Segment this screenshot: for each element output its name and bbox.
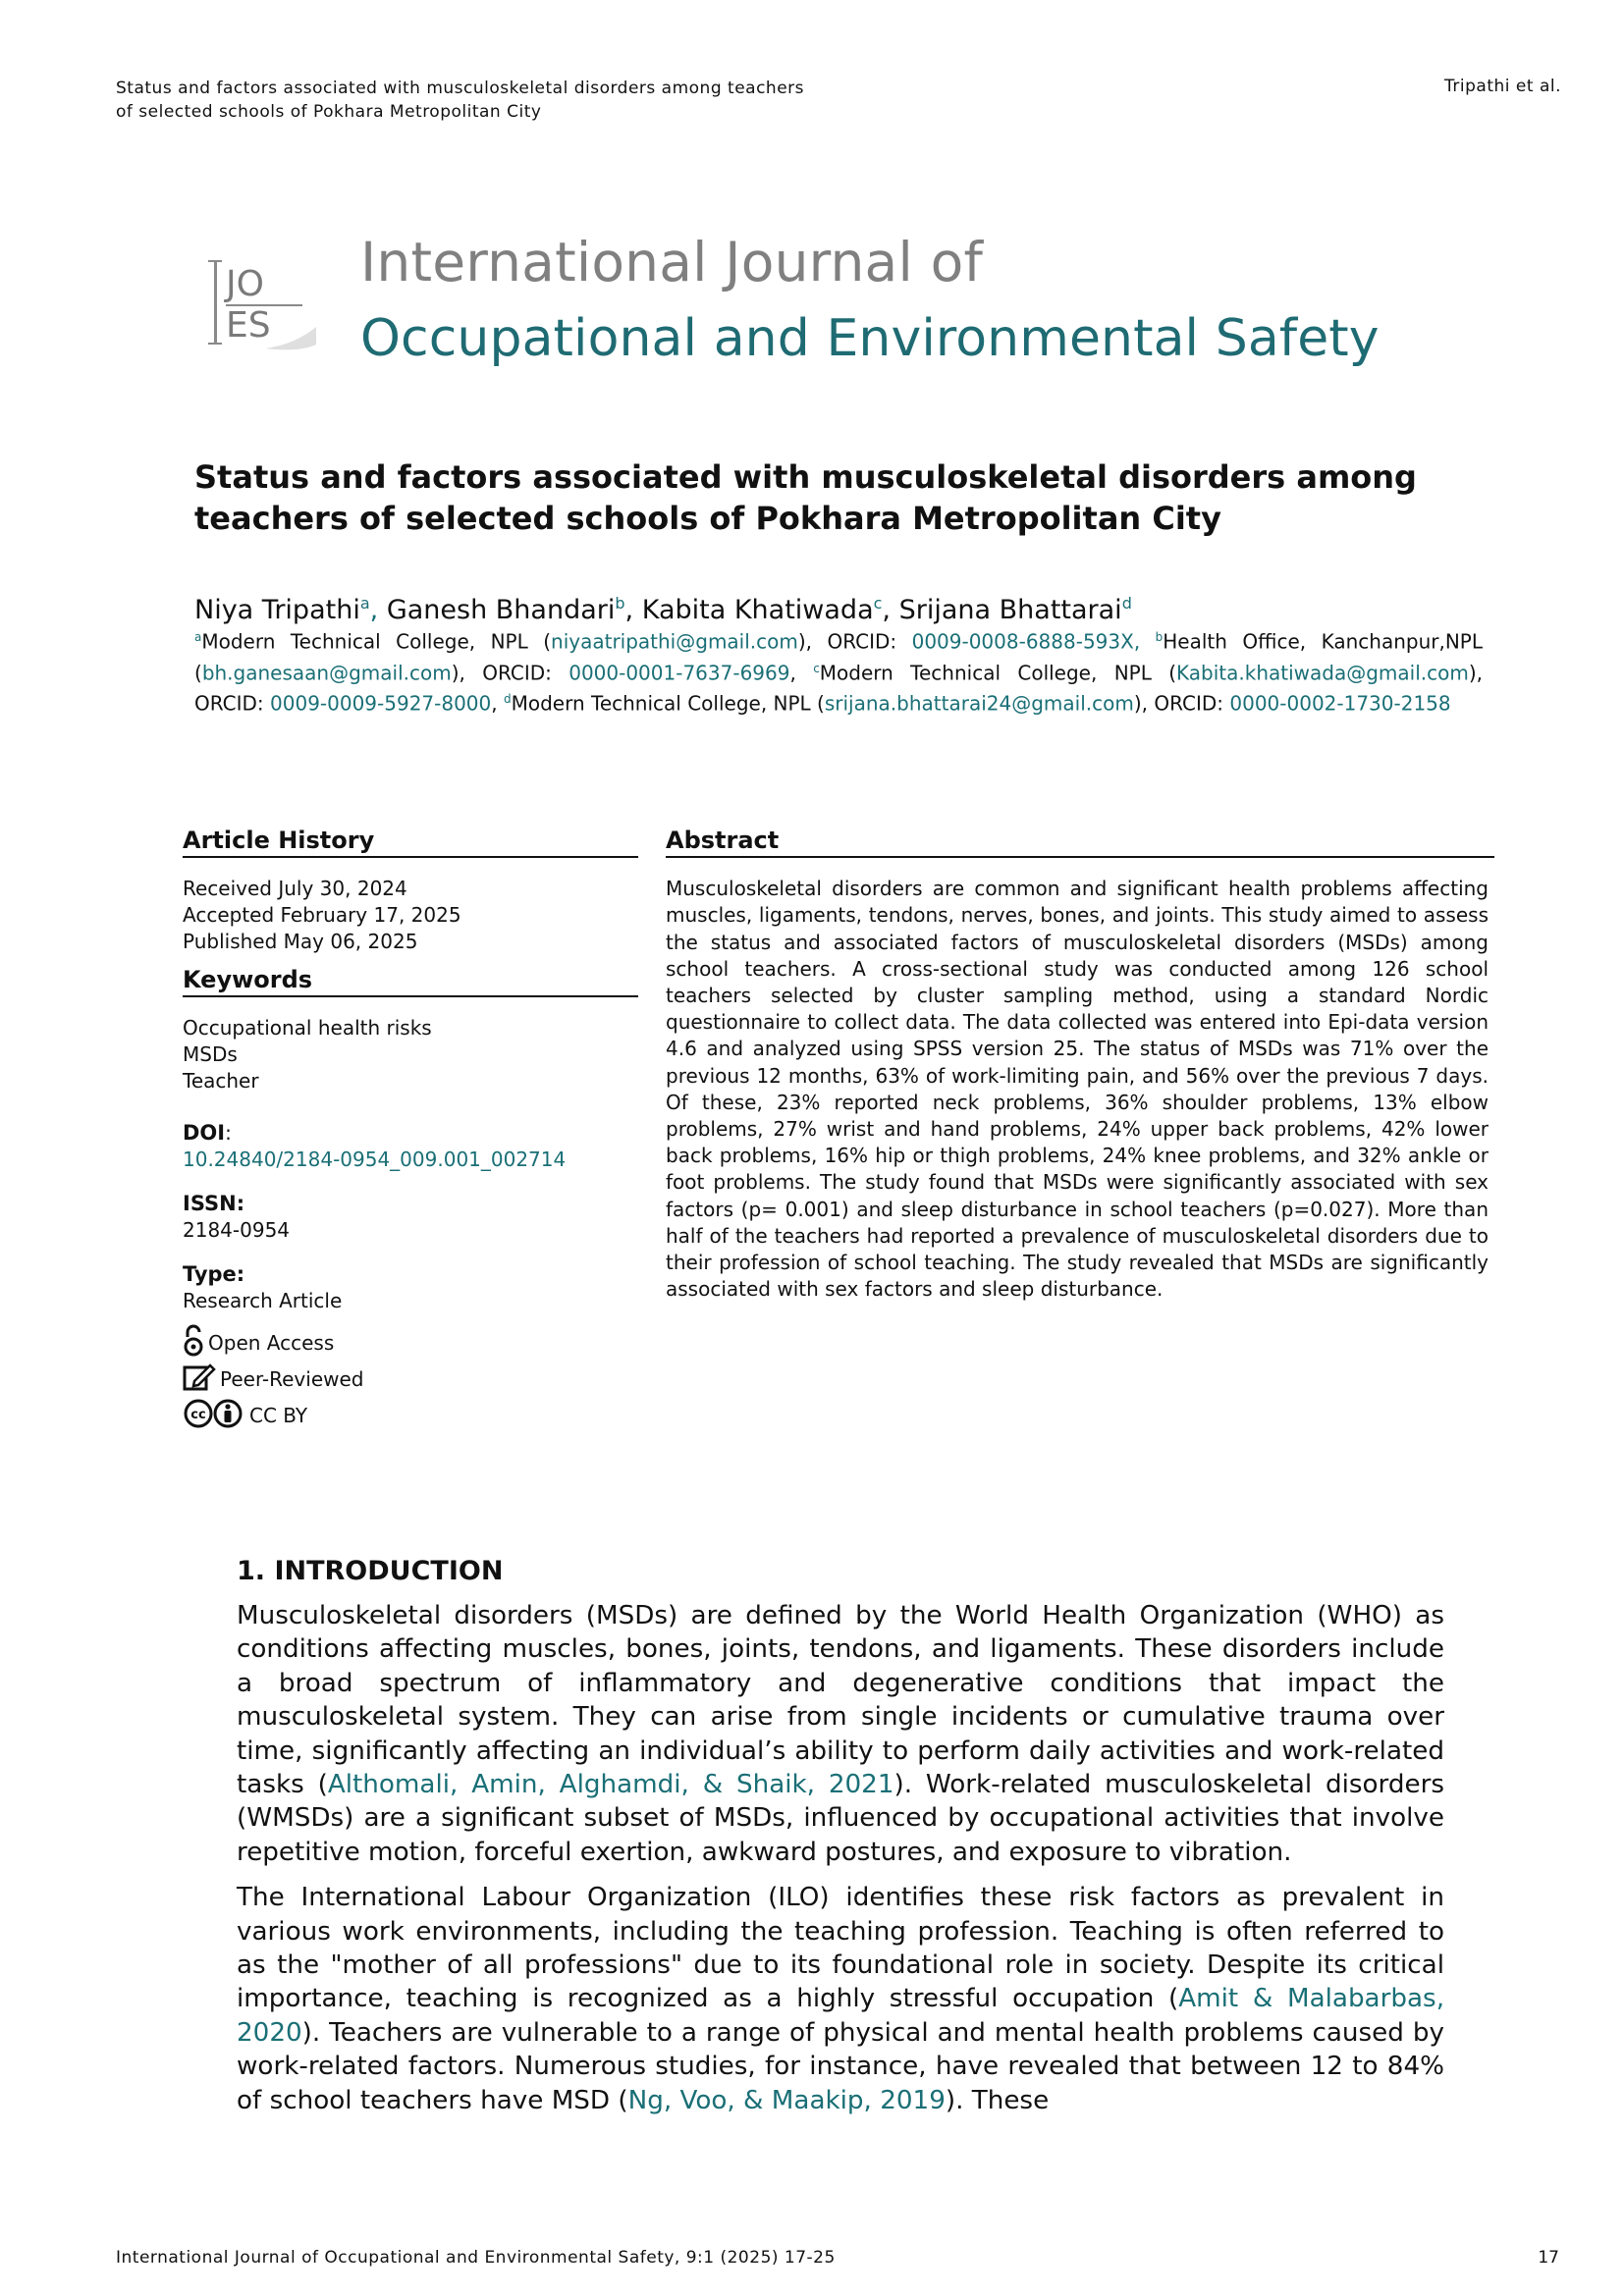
- orcid-link[interactable]: 0009-0009-5927-8000: [270, 691, 492, 716]
- orcid-label: ), ORCID:: [451, 661, 569, 685]
- author-mark: d: [1121, 594, 1132, 613]
- keyword: Occupational health risks: [183, 1016, 432, 1040]
- paragraph-text: ). These: [945, 2085, 1050, 2115]
- abstract-heading: Abstract: [666, 828, 1494, 858]
- author-separator: ,: [882, 595, 892, 625]
- logo-letters-bottom: ES: [226, 305, 271, 346]
- affil-mark: b: [1155, 630, 1164, 644]
- author-name: Kabita Khatiwada: [641, 595, 874, 625]
- paragraph-text: ). Teachers are vulnerable to a range of physical and mental health problems caused by work-related factors. Numerous studies, for instance, have revealed that between 12 to 84% of school teachers have MSD (: [237, 2017, 1444, 2115]
- running-title-line2: of selected schools of Pokhara Metropolitan City: [116, 102, 542, 122]
- page-number: 17: [1538, 2248, 1559, 2268]
- peer-reviewed-label: Peer-Reviewed: [220, 1367, 364, 1391]
- running-title-line1: Status and factors associated with musculoskeletal disorders among teachers: [116, 79, 804, 98]
- author-mark: b: [615, 594, 625, 613]
- author-name: Niya Tripathi: [194, 595, 360, 625]
- abstract-text: Musculoskeletal disorders are common and significant health problems affecting muscles, ligaments, tendons, nerves, bones, and joints. This study aimed to assess the status and associated factors of musculoskeletal disorders (MSDs) among school teachers. A cross-sectional study was conducted among 126 school teachers selected by cluster sampling method, using a standard Nordic questionnaire to collect data. The data collected was entered into Epi-data version 4.6 and analyzed using SPSS version 25. The status of MSDs was 71% over the previous 12 months, 63% of work-limiting pain, and 56% over the previous 7 days. Of these, 23% reported neck problems, 36% shoulder problems, 13% elbow problems, 27% wrist and hand problems, 24% upper back problems, 42% lower back problems, 16% hip or thigh problems, 24% knee problems, and 32% ankle or foot problems. The study found that MSDs were significantly associated with sex factors (p= 0.001) and sleep disturbance in school teachers (p=0.027). More than half of the teachers had reported a prevalence of musculoskeletal disorders due to their profession of school teaching. The study revealed that MSDs are significantly associated with sex factors and sleep disturbance.: [666, 877, 1489, 1302]
- running-header-title: [116, 77, 921, 124]
- footer-journal-reference: International Journal of Occupational and Environmental Safety, 9:1 (2025) 17-25: [116, 2248, 836, 2268]
- article-history-heading: Article History: [183, 828, 638, 858]
- open-lock-icon: [183, 1323, 204, 1357]
- open-access-label: Open Access: [208, 1331, 335, 1355]
- type-label: Type:: [183, 1262, 245, 1286]
- pencil-note-icon: [183, 1362, 216, 1393]
- issn-block: [183, 1191, 638, 1244]
- intro-paragraph: [237, 1599, 1444, 1869]
- doi-label: DOI: [183, 1121, 226, 1145]
- peer-reviewed-badge: [183, 1357, 638, 1393]
- author-list: [194, 587, 1132, 627]
- citation-link[interactable]: Althomali, Amin, Alghamdi, & Shaik, 2021: [327, 1770, 894, 1800]
- author-separator: ,: [624, 595, 634, 625]
- article-sidebar: [183, 828, 638, 1429]
- orcid-link[interactable]: 0009-0008-6888-593X,: [911, 629, 1141, 654]
- keyword: Teacher: [183, 1069, 259, 1093]
- citation-link[interactable]: Ng, Voo, & Maakip, 2019: [627, 2085, 946, 2115]
- affil-mark: d: [503, 692, 512, 707]
- paragraph-text: Musculoskeletal disorders (MSDs) are defined by the World Health Organization (WHO) as conditions affecting muscles, bones, joints, tendons, and ligaments. These disorders include a broad spectrum of inflammatory and degenerative conditions that impact the musculoskeletal system. They can arise from single incidents or cumulative trauma over time, significantly affecting an individual’s ability to perform daily activities and work-related tasks (: [237, 1601, 1444, 1800]
- cc-by-icon: [183, 1398, 245, 1429]
- affiliations: [194, 624, 1483, 718]
- email-link[interactable]: niyaatripathi@gmail.com: [551, 629, 798, 654]
- author-name: Srijana Bhattarai: [898, 595, 1122, 625]
- author-separator: ,: [369, 595, 379, 625]
- affil-separator: ,: [491, 691, 504, 716]
- doi-block: [183, 1120, 638, 1173]
- affil-text: Modern Technical College, NPL (: [511, 691, 825, 716]
- journal-name-line1: International Journal of: [360, 231, 984, 294]
- abstract-section: [666, 828, 1494, 1303]
- license-badge: [183, 1393, 638, 1429]
- email-link[interactable]: Kabita.khatiwada@gmail.com: [1176, 661, 1469, 685]
- doi-colon: :: [225, 1121, 232, 1145]
- intro-paragraph: [237, 1881, 1444, 2117]
- type-block: [183, 1261, 638, 1314]
- badge-list: [183, 1320, 638, 1429]
- logo-letters-top: JO: [226, 264, 264, 304]
- author-mark: a: [359, 594, 370, 613]
- section-heading: 1. INTRODUCTION: [237, 1556, 504, 1586]
- received-date: Received July 30, 2024: [183, 877, 407, 900]
- citation-link[interactable]: Amit & Malabarbas, 2020: [237, 1984, 1445, 2048]
- accepted-date: Accepted February 17, 2025: [183, 903, 461, 927]
- journal-name-line2: Occupational and Environmental Safety: [360, 309, 1380, 368]
- author-mark: c: [873, 594, 883, 613]
- author-name: Ganesh Bhandari: [386, 595, 616, 625]
- orcid-label: ), ORCID:: [797, 629, 912, 654]
- paragraph-text: The International Labour Organization (ILO) identifies these risk factors as prevalent in various work environments, including the teaching profession. Teaching is often referred to as the "mother of all professions" due to its foundational role in society. Despite its critical importance, teaching is recognized as a highly stressful occupation (: [237, 1883, 1444, 2014]
- keyword-list: [183, 1015, 638, 1095]
- license-label: CC BY: [249, 1404, 308, 1427]
- keywords-heading: Keywords: [183, 967, 638, 997]
- affil-text: Modern Technical College, NPL (: [201, 629, 552, 654]
- running-header-authors: Tripathi et al.: [1444, 77, 1561, 96]
- paper-title: Status and factors associated with musculoskeletal disorders among teachers of selected schools of Pokhara Metropolitan City: [194, 458, 1417, 537]
- affil-text: Health Office, Kanchanpur,NPL (: [194, 629, 1484, 685]
- affil-mark: c: [813, 661, 820, 675]
- orcid-link[interactable]: 0000-0001-7637-6969: [568, 661, 790, 685]
- email-link[interactable]: srijana.bhattarai24@gmail.com: [824, 691, 1134, 716]
- type-value: Research Article: [183, 1289, 343, 1312]
- orcid-label: ), ORCID:: [1133, 691, 1230, 716]
- article-history: [183, 876, 638, 955]
- doi-link[interactable]: 10.24840/2184-0954_009.001_002714: [183, 1148, 567, 1171]
- journal-logo: [206, 250, 329, 358]
- keyword: MSDs: [183, 1042, 238, 1066]
- affil-separator: ,: [789, 661, 814, 685]
- paragraph-text: ). Work-related musculoskeletal disorders (WMSDs) are a significant subset of MSDs, influenced by occupational activities that involve repetitive motion, forceful exertion, awkward postures, and exposure to vibration.: [237, 1770, 1444, 1867]
- email-link[interactable]: bh.ganesaan@gmail.com: [201, 661, 452, 685]
- orcid-link[interactable]: 0000-0002-1730-2158: [1229, 691, 1451, 716]
- issn-label: ISSN:: [183, 1192, 245, 1215]
- published-date: Published May 06, 2025: [183, 930, 418, 953]
- open-access-badge: [183, 1320, 638, 1357]
- journal-logo-icon: [206, 250, 329, 358]
- affil-mark: a: [194, 630, 202, 644]
- svg-text:cc: cc: [190, 1408, 206, 1422]
- affil-text: Modern Technical College, NPL (: [819, 661, 1177, 685]
- introduction-section: [237, 1554, 1444, 2129]
- orcid-label: ), ORCID:: [194, 661, 1484, 716]
- issn-value: 2184-0954: [183, 1218, 291, 1242]
